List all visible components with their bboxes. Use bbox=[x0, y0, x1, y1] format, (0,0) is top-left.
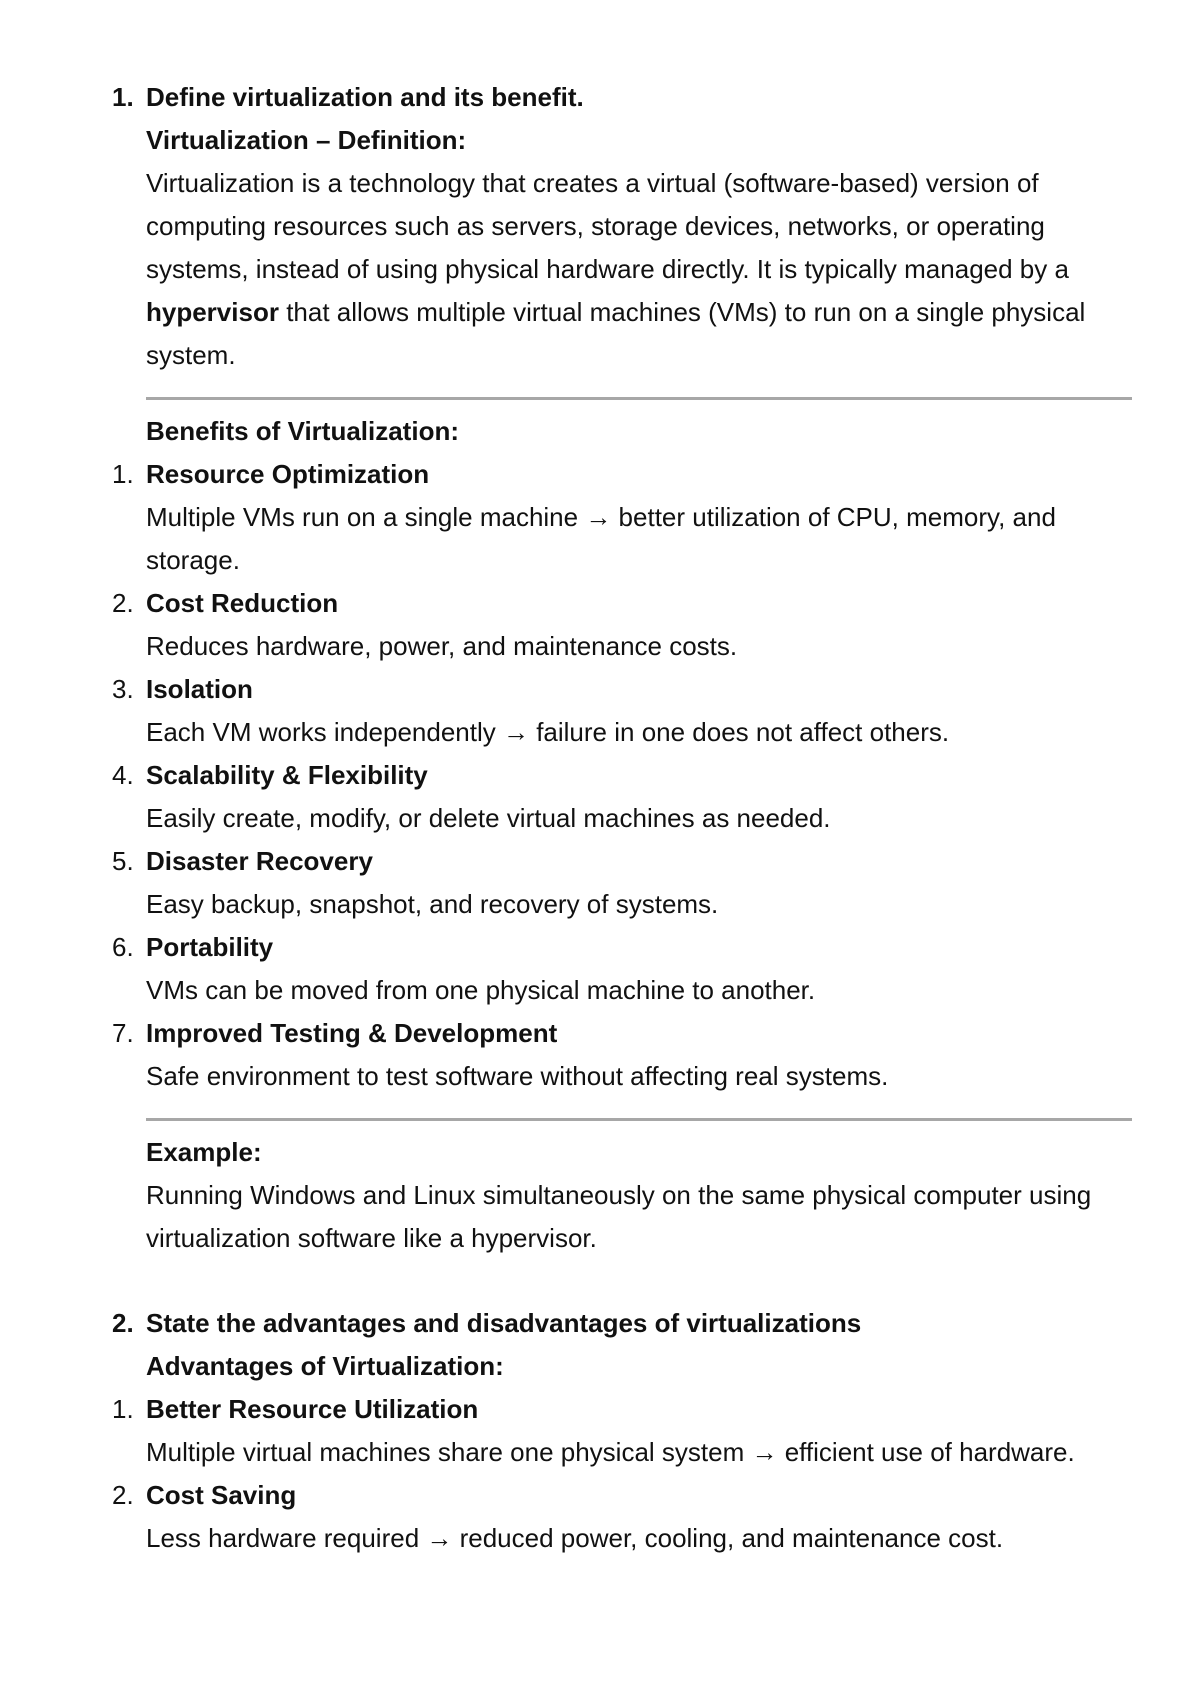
question-title: Define virtualization and its benefit. bbox=[146, 82, 584, 112]
list-item-title: Cost Saving bbox=[146, 1480, 297, 1510]
question-number: 2. bbox=[112, 1308, 134, 1338]
list-item-number: 4. bbox=[112, 760, 134, 790]
list-item-title: Resource Optimization bbox=[146, 459, 430, 489]
question-1-heading bbox=[112, 76, 1132, 119]
list-item-title: Portability bbox=[146, 932, 274, 962]
list-item bbox=[112, 668, 1132, 754]
list-item bbox=[112, 1388, 1132, 1474]
list-item-number: 6. bbox=[112, 932, 134, 962]
list-item-title: Better Resource Utilization bbox=[146, 1394, 479, 1424]
advantages-list bbox=[112, 1388, 1132, 1560]
list-item-number: 3. bbox=[112, 674, 134, 704]
list-item-description: Reduces hardware, power, and maintenance costs. bbox=[146, 631, 738, 661]
list-item bbox=[112, 582, 1132, 668]
question-number: 1. bbox=[112, 82, 134, 112]
section-divider bbox=[146, 397, 1132, 400]
benefits-list bbox=[112, 453, 1132, 1098]
list-item-description: VMs can be moved from one physical machine to another. bbox=[146, 975, 816, 1005]
definition-heading: Virtualization – Definition: bbox=[146, 125, 467, 155]
spacer bbox=[112, 1260, 1132, 1302]
list-item-number: 5. bbox=[112, 846, 134, 876]
list-item bbox=[112, 926, 1132, 1012]
advantages-heading: Advantages of Virtualization: bbox=[146, 1351, 504, 1381]
list-item-title: Isolation bbox=[146, 674, 253, 704]
list-item-description: Safe environment to test software without affecting real systems. bbox=[146, 1061, 889, 1091]
definition-paragraph bbox=[112, 162, 1132, 377]
list-item bbox=[112, 1012, 1132, 1098]
question-2-heading bbox=[112, 1302, 1132, 1345]
section-divider bbox=[146, 1118, 1132, 1121]
definition-text-b: that allows multiple virtual machines (VMs) to run on a single physical system. bbox=[146, 297, 1086, 370]
example-text: Running Windows and Linux simultaneously on the same physical computer using virtualization software like a hypervisor. bbox=[146, 1180, 1092, 1253]
list-item bbox=[112, 1474, 1132, 1560]
list-item-title: Disaster Recovery bbox=[146, 846, 373, 876]
list-item-number: 7. bbox=[112, 1018, 134, 1048]
question-title: State the advantages and disadvantages of virtualizations bbox=[146, 1308, 862, 1338]
list-item-title: Scalability & Flexibility bbox=[146, 760, 428, 790]
list-item-description: Less hardware required → reduced power, cooling, and maintenance cost. bbox=[146, 1523, 1004, 1553]
definition-text-a: Virtualization is a technology that creates a virtual (software-based) version of computing resources such as servers, storage devices, networks, or operating systems, instead of using physical hardware directly. It is typically managed by a bbox=[146, 168, 1069, 284]
list-item-number: 2. bbox=[112, 588, 134, 618]
list-item bbox=[112, 840, 1132, 926]
list-item-description: Multiple VMs run on a single machine → better utilization of CPU, memory, and storage. bbox=[146, 502, 1056, 575]
list-item-number: 1. bbox=[112, 1394, 134, 1424]
definition-bold-term: hypervisor bbox=[146, 297, 279, 327]
list-item-number: 1. bbox=[112, 459, 134, 489]
list-item-number: 2. bbox=[112, 1480, 134, 1510]
list-item-title: Cost Reduction bbox=[146, 588, 339, 618]
list-item bbox=[112, 453, 1132, 582]
benefits-heading: Benefits of Virtualization: bbox=[146, 416, 459, 446]
list-item-description: Easily create, modify, or delete virtual machines as needed. bbox=[146, 803, 831, 833]
list-item bbox=[112, 754, 1132, 840]
list-item-description: Easy backup, snapshot, and recovery of systems. bbox=[146, 889, 719, 919]
example-heading: Example: bbox=[146, 1137, 262, 1167]
list-item-description: Each VM works independently → failure in one does not affect others. bbox=[146, 717, 950, 747]
list-item-title: Improved Testing & Development bbox=[146, 1018, 558, 1048]
list-item-description: Multiple virtual machines share one physical system → efficient use of hardware. bbox=[146, 1437, 1075, 1467]
document-content bbox=[112, 76, 1132, 1560]
